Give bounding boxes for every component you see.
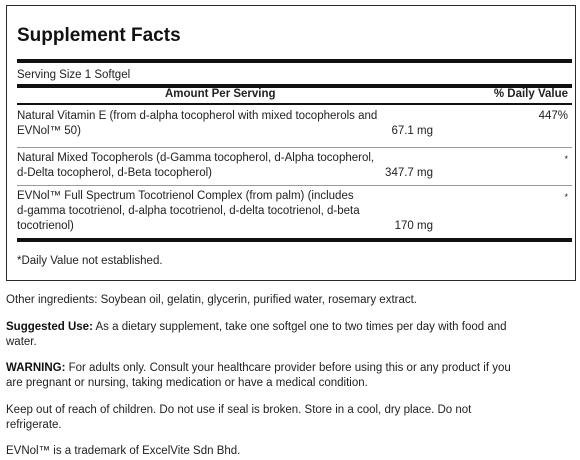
- other-ingredients: Other ingredients: Soybean oil, gelatin, glycerin, purified water, rosemary extract.: [6, 294, 418, 306]
- serving-size: Serving Size 1 Softgel: [17, 69, 131, 81]
- nutrient-daily-value: 447%: [538, 110, 568, 122]
- nutrient-name-line: Natural Mixed Tocopherols (d-Gamma tocopherol, d-Alpha tocopherol,: [17, 152, 375, 164]
- warning-text: are pregnant or nursing, taking medication or have a medical condition.: [6, 377, 368, 389]
- nutrient-amount: 170 mg: [394, 220, 433, 232]
- suggested-use-text: water.: [6, 336, 37, 348]
- header-divider: [17, 103, 572, 105]
- warning-text: For adults only. Consult your healthcare provider before using this or any product if you: [65, 362, 511, 374]
- warning: [6, 361, 566, 391]
- nutrient-amount: 347.7 mg: [385, 167, 433, 179]
- daily-value-header: % Daily Value: [493, 88, 568, 100]
- thick-divider: [17, 238, 572, 242]
- nutrient-name-line: tocotrienol): [17, 220, 74, 232]
- amount-per-serving-header: Amount Per Serving: [165, 88, 276, 100]
- suggested-use-text: As a dietary supplement, take one softgel one to two times per day with food and: [92, 321, 507, 333]
- nutrient-name-line: EVNol™ Full Spectrum Tocotrienol Complex (from palm) (includes: [17, 190, 354, 202]
- nutrient-name-line: d-gamma tocotrienol, d-alpha tocotrienol, d-delta tocotrienol, d-beta: [17, 205, 360, 217]
- nutrient-amount: 67.1 mg: [391, 125, 433, 137]
- nutrient-name-tocotrienol-complex: [17, 189, 360, 234]
- nutrient-name-line: d-Delta tocopherol, d-Beta tocopherol): [17, 167, 212, 179]
- daily-value-footnote: *Daily Value not established.: [17, 255, 163, 267]
- trademark-note: EVNol™ is a trademark of ExcelVite Sdn Bhd.: [6, 445, 241, 457]
- suggested-use: [6, 320, 566, 350]
- storage-instructions: [6, 403, 566, 433]
- nutrient-daily-value: *: [564, 192, 568, 202]
- supplement-facts-panel: [6, 5, 576, 281]
- suggested-use-label: Suggested Use:: [6, 321, 93, 333]
- thick-divider: [17, 59, 572, 63]
- nutrient-daily-value: *: [564, 154, 568, 164]
- nutrient-name-line: EVNol™ 50): [17, 125, 81, 137]
- storage-text: Keep out of reach of children. Do not use if seal is broken. Store in a cool, dry place. Do not: [6, 404, 472, 416]
- storage-text: refrigerate.: [6, 419, 62, 431]
- row-divider: [17, 185, 572, 186]
- warning-label: WARNING:: [6, 362, 66, 374]
- row-divider: [17, 147, 572, 148]
- panel-title: Supplement Facts: [17, 25, 181, 46]
- nutrient-name-line: Natural Vitamin E (from d-alpha tocopherol with mixed tocopherols and: [17, 110, 378, 122]
- thick-divider: [17, 84, 572, 88]
